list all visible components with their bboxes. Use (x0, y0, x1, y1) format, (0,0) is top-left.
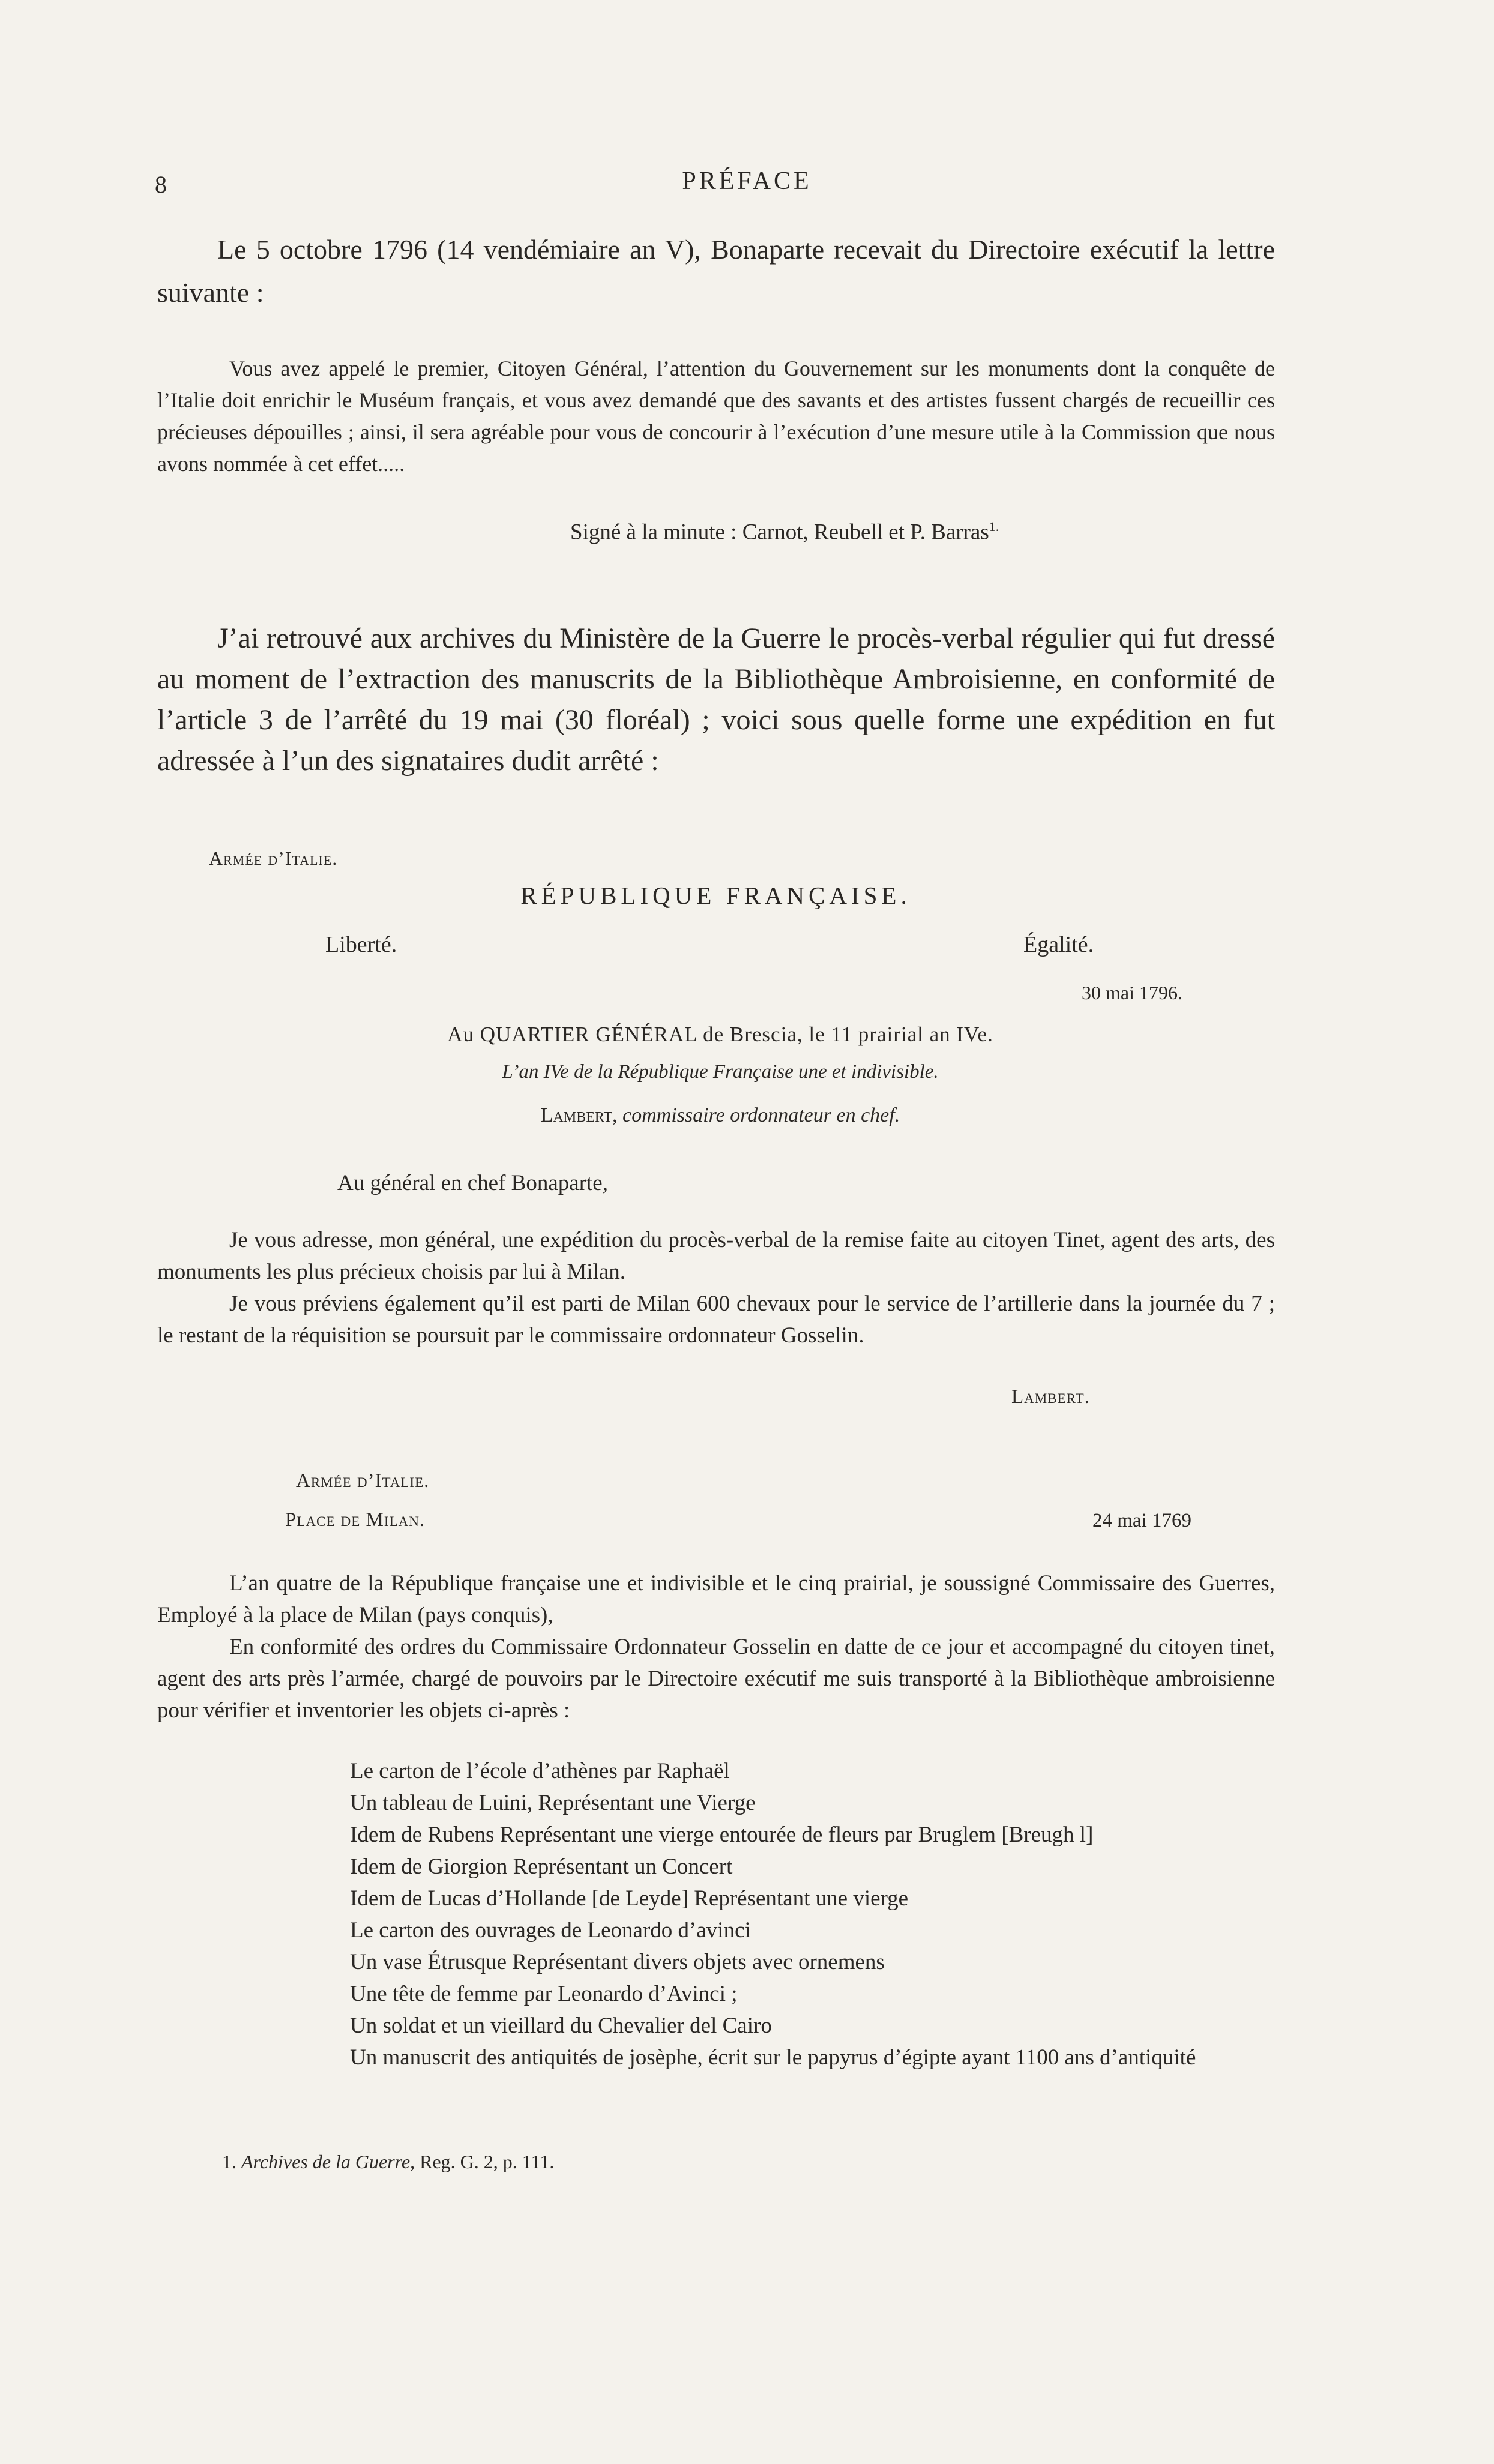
doc1-year-line: L’an IVe de la République Française une et indivisible. (502, 1061, 939, 1083)
doc1-headquarters-line: Au QUARTIER GÉNÉRAL de Brescia, le 11 prairial an IVe. (447, 1023, 993, 1046)
doc1-republic-heading: RÉPUBLIQUE FRANÇAISE. (520, 882, 911, 909)
footnote-reference-text: Reg. G. 2, p. 111. (420, 2151, 555, 2172)
inventory-item: Idem de Lucas d’Hollande [de Leyde] Représentant une vierge (350, 1886, 909, 1911)
inventory-item: Idem de Rubens Représentant une vierge entourée de fleurs par Bruglem [Breugh l] (350, 1822, 1094, 1847)
inventory-item: Idem de Giorgion Représentant un Concert (350, 1854, 733, 1879)
inventory-item: Un manuscrit des antiquités de josèphe, écrit sur le papyrus d’égipte ayant 1100 ans d’antiquité (350, 2045, 1196, 2070)
doc1-date: 30 mai 1796. (1082, 982, 1182, 1003)
footnote (222, 2151, 554, 2173)
footnote-reference: 1. (989, 519, 999, 534)
doc1-motto-liberte: Liberté. (325, 932, 397, 957)
doc1-body-paragraph-1: Je vous adresse, mon général, une expédition du procès-verbal de la remise faite au citoyen Tinet, agent des arts, des monuments les plus précieux choisis par lui à Milan. (157, 1228, 1275, 1284)
doc1-sender (252, 1104, 1188, 1127)
running-title: PRÉFACE (682, 167, 812, 195)
directoire-letter-text: Vous avez appelé le premier, Citoyen Général, l’attention du Gouvernement sur les monuments dont la conquête de l’Italie doit enrichir le Muséum français, et vous avez demandé que des savants et des artistes fussent chargés de recueillir ces précieuses dépouilles ; ainsi, il sera agréable pour vous de concourir à l’exécution d’une mesure utile à la Commission que nous avons nommée à cet effet..... (157, 356, 1275, 476)
letter-signature (570, 519, 999, 545)
doc2-place-heading: Place de Milan. (285, 1509, 426, 1531)
directoire-letter (157, 353, 1275, 480)
doc2-date: 24 mai 1769 (1092, 1510, 1191, 1531)
doc1-motto-egalite: Égalité. (1023, 932, 1094, 957)
footnote-source: Archives de la Guerre, (241, 2151, 415, 2172)
doc1-sender-title: commissaire ordonnateur en chef. (622, 1104, 900, 1126)
archives-paragraph: J’ai retrouvé aux archives du Ministère de la Guerre le procès-verbal régulier qui fut dressé au moment de l’extraction des manuscrits de la Bibliothèque Ambroisienne, en conformité de l’article 3 de l’arrêté du 19 mai (30 floréal) ; voici sous quelle forme une expédition en fut adressée à l’un des signataires dudit arrêté : (157, 622, 1275, 777)
footnote-number: 1. (222, 2151, 236, 2172)
inventory-list (350, 1755, 1277, 2073)
doc2-body-paragraph-2: En conformité des ordres du Commissaire Ordonnateur Gosselin en datte de ce jour et accompagné du citoyen tinet, agent des arts près l’armée, chargé de pouvoirs par le Directoire exécutif me suis transporté à la Bibliothèque ambroisienne pour vérifier et inventorier les objets ci-après : (157, 1635, 1275, 1723)
inventory-item: Un soldat et un vieillard du Chevalier del Cairo (350, 2013, 772, 2038)
doc1-army-heading: Armée d’Italie. (209, 847, 338, 869)
doc2-body-paragraph-1: L’an quatre de la République française une et indivisible et le cinq prairial, je soussigné Commissaire des Guerres, Employé à la place de Milan (pays conquis), (157, 1571, 1275, 1627)
intro-paragraph: Le 5 octobre 1796 (14 vendémiaire an V), Bonaparte recevait du Directoire exécutif la lettre suivante : (157, 234, 1275, 308)
letter-signature-text: Signé à la minute : Carnot, Reubell et P. Barras (570, 520, 989, 545)
page-number: 8 (155, 171, 167, 198)
inventory-item: Une tête de femme par Leonardo d’Avinci ; (350, 1982, 738, 2006)
doc1-salutation: Au général en chef Bonaparte, (337, 1171, 608, 1195)
inventory-item: Un tableau de Luini, Représentant une Vierge (350, 1791, 756, 1815)
doc1-signature: Lambert. (1011, 1386, 1090, 1408)
inventory-item: Le carton des ouvrages de Leonardo d’avinci (350, 1918, 751, 1943)
inventory-item: Un vase Étrusque Représentant divers objets avec ornemens (350, 1950, 885, 1974)
inventory-item: Le carton de l’école d’athènes par Raphaël (350, 1759, 730, 1783)
doc2-army-heading: Armée d’Italie. (296, 1470, 430, 1492)
doc1-body-paragraph-2: Je vous préviens également qu’il est parti de Milan 600 chevaux pour le service de l’artillerie dans la journée du 7 ; le restant de la réquisition se poursuit par le commissaire ordonnateur Gosselin. (157, 1291, 1275, 1348)
doc1-sender-name: Lambert, (540, 1104, 618, 1126)
